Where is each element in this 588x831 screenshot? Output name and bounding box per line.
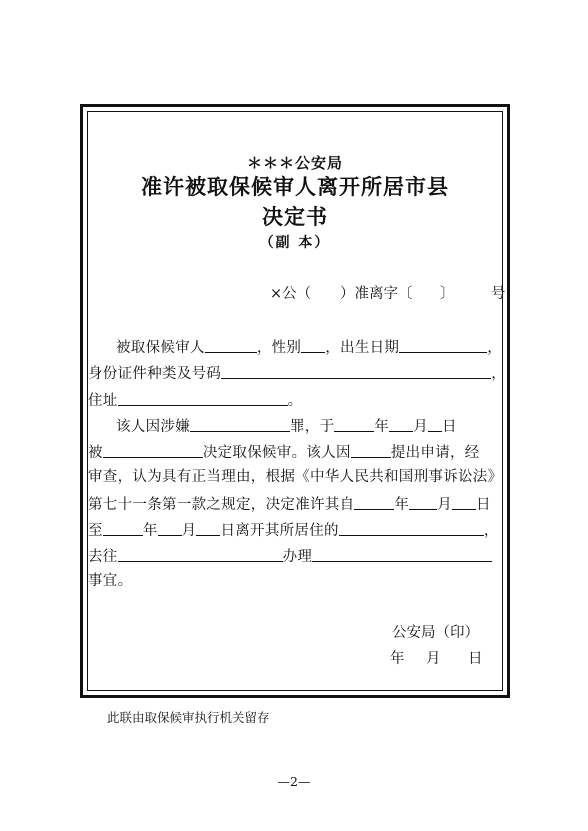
day-blank-3 — [196, 522, 220, 536]
copy-label: （副 本） — [259, 235, 331, 251]
body-line-4: 该人因涉嫌 罪，于 年 月 日 — [116, 419, 457, 435]
destination-blank — [118, 548, 283, 562]
body-line-2: 身份证件种类及号码 ， — [88, 366, 507, 382]
page-number: —2— — [277, 774, 311, 789]
matter-blank — [312, 548, 492, 562]
residence-blank — [339, 522, 484, 536]
reason-blank — [351, 444, 391, 458]
year-blank-2 — [354, 496, 394, 510]
body-line-5: 被 决定取保候审。该人因 提出申请，经 — [88, 445, 480, 461]
date-month: 月 — [426, 651, 441, 667]
id-number-blank — [221, 365, 491, 379]
body-line-1: 被取保候审人 ，性别 ，出生日期 ， — [116, 340, 503, 356]
year-blank-1 — [334, 418, 374, 432]
doc-number-suffix: 号 — [491, 286, 506, 302]
name-blank — [205, 339, 257, 353]
birth-date-blank — [399, 339, 487, 353]
address-blank — [118, 392, 288, 406]
month-blank-3 — [158, 522, 182, 536]
body-line-6: 审查，认为具有正当理由，根据《中华人民共和国刑事诉讼法》 — [88, 469, 503, 485]
doc-number-mid: ）准离字〔 — [340, 286, 413, 302]
retention-note: 此联由取保候审执行机关留存 — [107, 710, 270, 725]
month-blank-2 — [409, 496, 437, 510]
document-title-line2: 决定书 — [262, 204, 328, 229]
document-title-line1: 准许被取保候审人离开所居市县 — [141, 174, 449, 199]
date-year: 年 — [390, 651, 405, 667]
doc-number-prefix: ×公（ — [270, 286, 312, 302]
issuing-seal: 公安局（印） — [392, 625, 479, 641]
document-inner-border — [87, 111, 507, 691]
day-blank-1 — [428, 418, 442, 432]
date-day: 日 — [468, 651, 483, 667]
agency-name: ＊＊＊公安局 — [246, 154, 343, 172]
year-blank-3 — [103, 522, 143, 536]
month-blank-1 — [389, 418, 413, 432]
day-blank-2 — [452, 496, 476, 510]
gender-blank — [301, 339, 325, 353]
document-frame — [80, 104, 510, 698]
doc-number-close: 〕 — [440, 286, 455, 302]
body-line-7: 第七十一条第一款之规定，决定准许其自 年 月 日 — [88, 497, 491, 513]
body-line-8: 至 年 月 日离开其所居住的 ， — [88, 523, 499, 539]
body-line-9: 去往 办理 — [88, 548, 492, 565]
body-line-3: 住址 。 — [88, 393, 303, 409]
body-line-10: 事宜。 — [88, 573, 133, 589]
deciding-authority-blank — [103, 444, 203, 458]
charge-blank — [190, 418, 290, 432]
